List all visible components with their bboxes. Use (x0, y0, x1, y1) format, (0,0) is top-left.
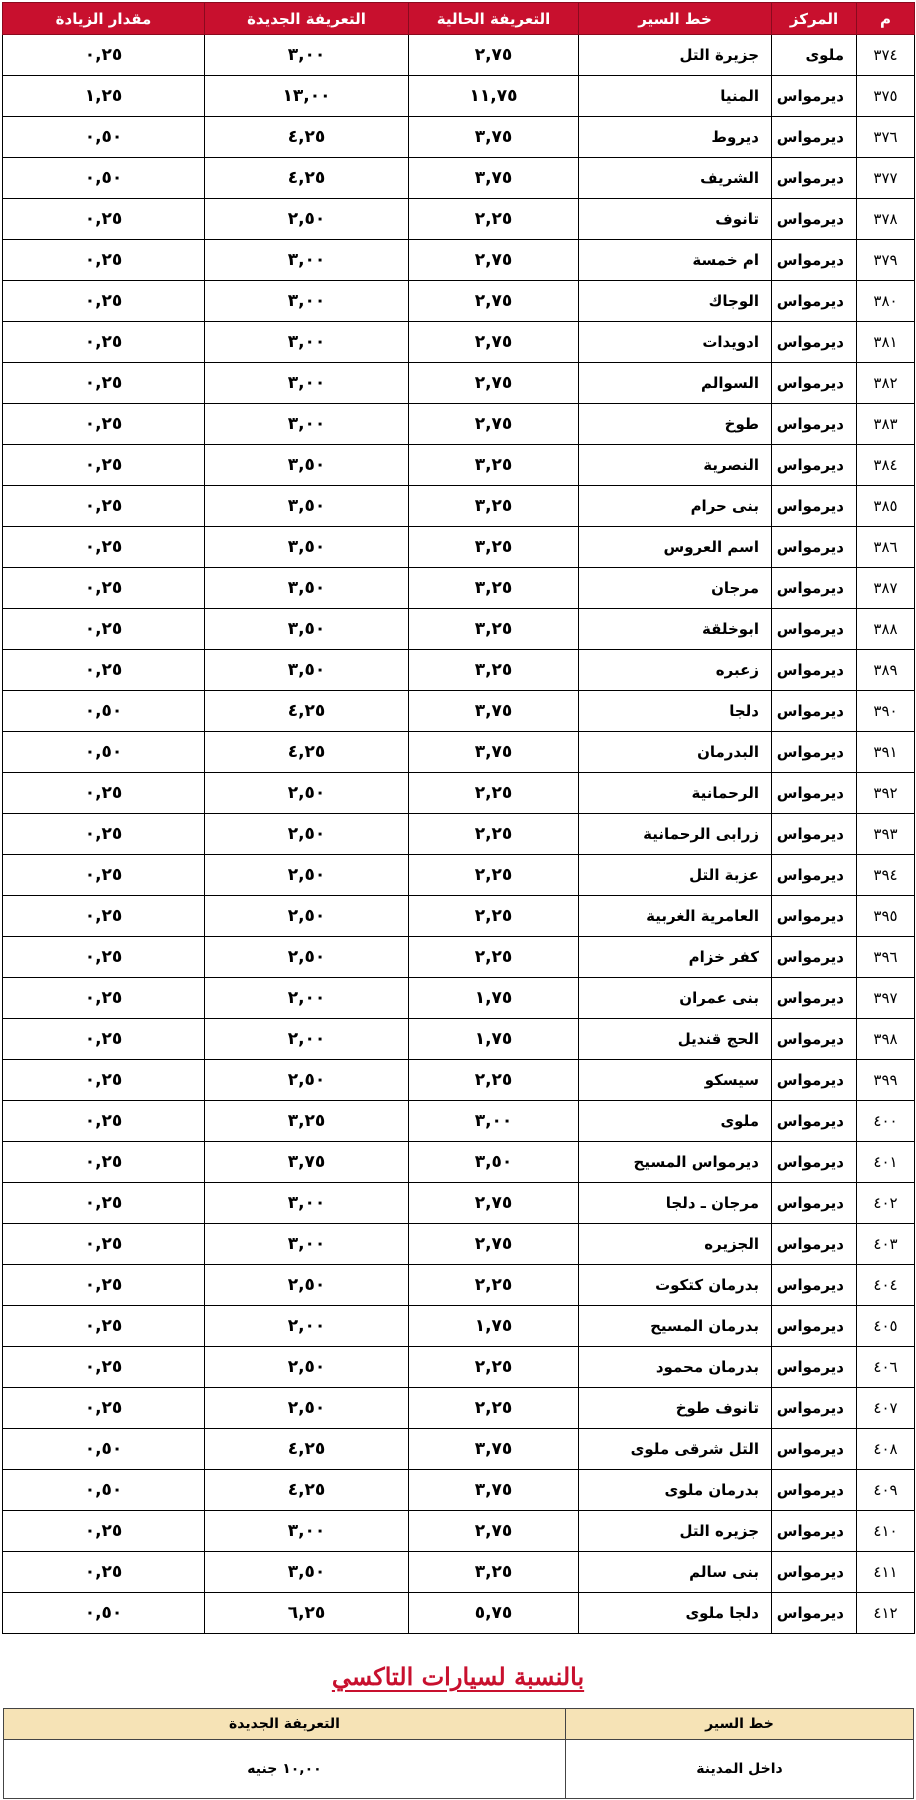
current-tariff-cell: ٢,٢٥ (409, 855, 579, 896)
new-tariff-cell: ٣,٥٠ (205, 1552, 409, 1593)
center-cell: ديرمواس (772, 1224, 857, 1265)
row-number-cell: ٤١٠ (857, 1511, 915, 1552)
new-tariff-cell: ٢,٥٠ (205, 896, 409, 937)
center-cell: ديرمواس (772, 650, 857, 691)
new-tariff-cell: ٣,٠٠ (205, 1511, 409, 1552)
table-row (3, 76, 915, 117)
increase-cell: ٠,٢٥ (3, 1306, 205, 1347)
table-row (3, 1142, 915, 1183)
new-tariff-cell: ٢,٠٠ (205, 1306, 409, 1347)
new-tariff-cell: ٢,٥٠ (205, 1060, 409, 1101)
current-tariff-cell: ٢,٢٥ (409, 773, 579, 814)
increase-cell: ٠,٢٥ (3, 281, 205, 322)
row-number-cell: ٣٩٦ (857, 937, 915, 978)
new-tariff-cell: ٣,٠٠ (205, 404, 409, 445)
current-tariff-cell: ٣,٢٥ (409, 568, 579, 609)
current-tariff-cell: ١,٧٥ (409, 1306, 579, 1347)
center-cell: ديرمواس (772, 609, 857, 650)
current-tariff-cell: ٢,٧٥ (409, 1183, 579, 1224)
new-tariff-cell: ٣,٥٠ (205, 650, 409, 691)
new-tariff-cell: ٢,٥٠ (205, 814, 409, 855)
center-cell: ديرمواس (772, 896, 857, 937)
increase-cell: ٠,٥٠ (3, 117, 205, 158)
center-cell: ديرمواس (772, 1470, 857, 1511)
route-cell: مرجان (579, 568, 772, 609)
fare-table-body (3, 35, 915, 1634)
new-tariff-cell: ٢,٠٠ (205, 1019, 409, 1060)
new-tariff-cell: ٣,٥٠ (205, 486, 409, 527)
row-number-cell: ٣٨٥ (857, 486, 915, 527)
table-row (3, 1019, 915, 1060)
current-tariff-cell: ٣,٧٥ (409, 158, 579, 199)
route-cell: عزبة التل (579, 855, 772, 896)
increase-cell: ٠,٢٥ (3, 1101, 205, 1142)
table-row (3, 281, 915, 322)
row-number-cell: ٣٨٢ (857, 363, 915, 404)
current-tariff-cell: ٢,٧٥ (409, 363, 579, 404)
increase-cell: ٠,٢٥ (3, 322, 205, 363)
center-cell: ديرمواس (772, 363, 857, 404)
increase-cell: ٠,٢٥ (3, 773, 205, 814)
center-cell: ديرمواس (772, 691, 857, 732)
route-cell: تانوف طوخ (579, 1388, 772, 1429)
new-tariff-cell: ٣,٠٠ (205, 281, 409, 322)
table-row (3, 1306, 915, 1347)
increase-cell: ٠,٢٥ (3, 1183, 205, 1224)
new-tariff-cell: ٣,٠٠ (205, 35, 409, 76)
row-number-cell: ٣٩٩ (857, 1060, 915, 1101)
row-number-cell: ٣٨٤ (857, 445, 915, 486)
increase-cell: ٠,٢٥ (3, 568, 205, 609)
route-cell: زرابى الرحمانية (579, 814, 772, 855)
row-number-cell: ٤٠٠ (857, 1101, 915, 1142)
row-number-cell: ٣٩٧ (857, 978, 915, 1019)
row-number-cell: ٣٧٧ (857, 158, 915, 199)
current-tariff-cell: ٢,٧٥ (409, 281, 579, 322)
col-header-new-tariff: التعريفة الجديدة (205, 3, 409, 35)
table-row (3, 322, 915, 363)
center-cell: ديرمواس (772, 1101, 857, 1142)
increase-cell: ٠,٢٥ (3, 1224, 205, 1265)
center-cell: ديرمواس (772, 1593, 857, 1634)
increase-cell: ٠,٥٠ (3, 732, 205, 773)
col-header-current-tariff: التعريفة الحالية (409, 3, 579, 35)
current-tariff-cell: ١١,٧٥ (409, 76, 579, 117)
row-number-cell: ٣٧٩ (857, 240, 915, 281)
table-row (3, 1593, 915, 1634)
increase-cell: ٠,٥٠ (3, 1470, 205, 1511)
increase-cell: ٠,٢٥ (3, 199, 205, 240)
row-number-cell: ٣٨٠ (857, 281, 915, 322)
new-tariff-cell: ٣,٥٠ (205, 568, 409, 609)
taxi-route-cell: داخل المدينة (566, 1740, 914, 1799)
current-tariff-cell: ٢,٧٥ (409, 322, 579, 363)
current-tariff-cell: ٣,٢٥ (409, 486, 579, 527)
increase-cell: ٠,٢٥ (3, 1142, 205, 1183)
taxi-section-heading (0, 1662, 916, 1691)
center-cell: ديرمواس (772, 855, 857, 896)
table-row (3, 486, 915, 527)
taxi-table-row (4, 1740, 914, 1799)
col-header-num: م (857, 3, 915, 35)
col-header-route: خط السير (579, 3, 772, 35)
increase-cell: ٠,٢٥ (3, 1347, 205, 1388)
current-tariff-cell: ٣,٢٥ (409, 650, 579, 691)
table-row (3, 650, 915, 691)
center-cell: ديرمواس (772, 1552, 857, 1593)
new-tariff-cell: ٤,٢٥ (205, 1429, 409, 1470)
route-cell: سيسكو (579, 1060, 772, 1101)
increase-cell: ٠,٢٥ (3, 404, 205, 445)
center-cell: ديرمواس (772, 814, 857, 855)
center-cell: ديرمواس (772, 937, 857, 978)
increase-cell: ٠,٢٥ (3, 445, 205, 486)
row-number-cell: ٣٩٣ (857, 814, 915, 855)
increase-cell: ٠,٢٥ (3, 240, 205, 281)
center-cell: ديرمواس (772, 76, 857, 117)
table-row (3, 404, 915, 445)
center-cell: ديرمواس (772, 1265, 857, 1306)
new-tariff-cell: ٣,٠٠ (205, 240, 409, 281)
current-tariff-cell: ٢,٢٥ (409, 1265, 579, 1306)
current-tariff-cell: ٢,٢٥ (409, 199, 579, 240)
route-cell: بنى حرام (579, 486, 772, 527)
route-cell: الجزيره (579, 1224, 772, 1265)
route-cell: الرحمانية (579, 773, 772, 814)
route-cell: اسم العروس (579, 527, 772, 568)
center-cell: ديرمواس (772, 199, 857, 240)
current-tariff-cell: ٢,٧٥ (409, 35, 579, 76)
route-cell: تانوف (579, 199, 772, 240)
row-number-cell: ٣٩٨ (857, 1019, 915, 1060)
route-cell: ديروط (579, 117, 772, 158)
new-tariff-cell: ٢,٥٠ (205, 1347, 409, 1388)
increase-cell: ٠,٢٥ (3, 814, 205, 855)
increase-cell: ٠,٥٠ (3, 1593, 205, 1634)
center-cell: ديرمواس (772, 158, 857, 199)
row-number-cell: ٣٧٨ (857, 199, 915, 240)
route-cell: الشريف (579, 158, 772, 199)
row-number-cell: ٣٧٤ (857, 35, 915, 76)
increase-cell: ٠,٢٥ (3, 978, 205, 1019)
row-number-cell: ٣٨٣ (857, 404, 915, 445)
center-cell: ديرمواس (772, 1060, 857, 1101)
center-cell: ديرمواس (772, 1019, 857, 1060)
taxi-heading-text: بالنسبة لسيارات التاكسي (331, 1662, 585, 1691)
table-row (3, 158, 915, 199)
route-cell: مرجان ـ دلجا (579, 1183, 772, 1224)
row-number-cell: ٣٩٠ (857, 691, 915, 732)
route-cell: ديرمواس المسيح (579, 1142, 772, 1183)
table-row (3, 1429, 915, 1470)
table-row (3, 1183, 915, 1224)
increase-cell: ٠,٢٥ (3, 650, 205, 691)
taxi-table (3, 1708, 914, 1799)
new-tariff-cell: ٣,٠٠ (205, 322, 409, 363)
table-row (3, 691, 915, 732)
route-cell: الوجاك (579, 281, 772, 322)
center-cell: ديرمواس (772, 117, 857, 158)
new-tariff-cell: ٦,٢٥ (205, 1593, 409, 1634)
new-tariff-cell: ٣,٧٥ (205, 1142, 409, 1183)
table-row (3, 199, 915, 240)
row-number-cell: ٣٨٦ (857, 527, 915, 568)
center-cell: ديرمواس (772, 445, 857, 486)
route-cell: بدرمان ملوى (579, 1470, 772, 1511)
row-number-cell: ٤٠١ (857, 1142, 915, 1183)
current-tariff-cell: ٢,٧٥ (409, 1224, 579, 1265)
row-number-cell: ٣٩٢ (857, 773, 915, 814)
table-row (3, 814, 915, 855)
new-tariff-cell: ٤,٢٥ (205, 732, 409, 773)
row-number-cell: ٣٨٧ (857, 568, 915, 609)
route-cell: طوخ (579, 404, 772, 445)
col-header-center: المركز (772, 3, 857, 35)
route-cell: ابوخلقة (579, 609, 772, 650)
fare-table-header-row (3, 3, 915, 35)
new-tariff-cell: ٣,٠٠ (205, 363, 409, 404)
center-cell: ديرمواس (772, 1429, 857, 1470)
table-row (3, 1552, 915, 1593)
center-cell: ديرمواس (772, 404, 857, 445)
center-cell: ديرمواس (772, 732, 857, 773)
current-tariff-cell: ٢,٢٥ (409, 1060, 579, 1101)
table-row (3, 445, 915, 486)
row-number-cell: ٤٠٥ (857, 1306, 915, 1347)
new-tariff-cell: ٣,٠٠ (205, 1224, 409, 1265)
table-row (3, 117, 915, 158)
route-cell: التل شرقى ملوى (579, 1429, 772, 1470)
increase-cell: ٠,٥٠ (3, 691, 205, 732)
row-number-cell: ٤٠٧ (857, 1388, 915, 1429)
current-tariff-cell: ٢,٧٥ (409, 1511, 579, 1552)
center-cell: ملوى (772, 35, 857, 76)
table-row (3, 1101, 915, 1142)
increase-cell: ٠,٢٥ (3, 1265, 205, 1306)
table-row (3, 1224, 915, 1265)
new-tariff-cell: ٢,٥٠ (205, 1388, 409, 1429)
route-cell: بدرمان كتكوت (579, 1265, 772, 1306)
table-row (3, 363, 915, 404)
center-cell: ديرمواس (772, 568, 857, 609)
center-cell: ديرمواس (772, 1306, 857, 1347)
current-tariff-cell: ٢,٧٥ (409, 240, 579, 281)
center-cell: ديرمواس (772, 527, 857, 568)
current-tariff-cell: ٢,٢٥ (409, 1347, 579, 1388)
table-row (3, 240, 915, 281)
new-tariff-cell: ٤,٢٥ (205, 117, 409, 158)
new-tariff-cell: ٣,٥٠ (205, 445, 409, 486)
table-row (3, 1347, 915, 1388)
table-row (3, 527, 915, 568)
col-header-increase: مقدار الزيادة (3, 3, 205, 35)
increase-cell: ٠,٢٥ (3, 486, 205, 527)
new-tariff-cell: ٤,٢٥ (205, 691, 409, 732)
table-row (3, 1388, 915, 1429)
row-number-cell: ٣٨٨ (857, 609, 915, 650)
center-cell: ديرمواس (772, 322, 857, 363)
increase-cell: ٠,٢٥ (3, 609, 205, 650)
route-cell: ادويدات (579, 322, 772, 363)
new-tariff-cell: ٢,٥٠ (205, 773, 409, 814)
new-tariff-cell: ٤,٢٥ (205, 158, 409, 199)
table-row (3, 568, 915, 609)
table-row (3, 978, 915, 1019)
center-cell: ديرمواس (772, 1347, 857, 1388)
increase-cell: ١,٢٥ (3, 76, 205, 117)
route-cell: بدرمان محمود (579, 1347, 772, 1388)
row-number-cell: ٤٠٣ (857, 1224, 915, 1265)
route-cell: دلجا ملوى (579, 1593, 772, 1634)
current-tariff-cell: ٣,٠٠ (409, 1101, 579, 1142)
route-cell: العامرية الغربية (579, 896, 772, 937)
new-tariff-cell: ٢,٠٠ (205, 978, 409, 1019)
center-cell: ديرمواس (772, 1183, 857, 1224)
increase-cell: ٠,٢٥ (3, 363, 205, 404)
current-tariff-cell: ٢,٢٥ (409, 896, 579, 937)
table-row (3, 1511, 915, 1552)
current-tariff-cell: ٣,٢٥ (409, 609, 579, 650)
current-tariff-cell: ٢,٧٥ (409, 404, 579, 445)
table-row (3, 855, 915, 896)
current-tariff-cell: ٣,٧٥ (409, 1429, 579, 1470)
new-tariff-cell: ٤,٢٥ (205, 1470, 409, 1511)
center-cell: ديرمواس (772, 1511, 857, 1552)
row-number-cell: ٣٧٥ (857, 76, 915, 117)
table-row (3, 1265, 915, 1306)
table-row (3, 609, 915, 650)
new-tariff-cell: ٣,٥٠ (205, 527, 409, 568)
increase-cell: ٠,٢٥ (3, 1552, 205, 1593)
increase-cell: ٠,٥٠ (3, 158, 205, 199)
table-row (3, 896, 915, 937)
row-number-cell: ٣٩٤ (857, 855, 915, 896)
table-row (3, 1470, 915, 1511)
taxi-col-header-route: خط السير (566, 1709, 914, 1740)
center-cell: ديرمواس (772, 773, 857, 814)
route-cell: النصرية (579, 445, 772, 486)
current-tariff-cell: ٥,٧٥ (409, 1593, 579, 1634)
route-cell: بنى سالم (579, 1552, 772, 1593)
row-number-cell: ٣٩١ (857, 732, 915, 773)
current-tariff-cell: ٣,٧٥ (409, 117, 579, 158)
row-number-cell: ٣٨١ (857, 322, 915, 363)
route-cell: السوالم (579, 363, 772, 404)
row-number-cell: ٣٩٥ (857, 896, 915, 937)
route-cell: المنيا (579, 76, 772, 117)
route-cell: ملوى (579, 1101, 772, 1142)
new-tariff-cell: ٣,٥٠ (205, 609, 409, 650)
increase-cell: ٠,٢٥ (3, 937, 205, 978)
route-cell: ام خمسة (579, 240, 772, 281)
increase-cell: ٠,٢٥ (3, 855, 205, 896)
row-number-cell: ٤٠٩ (857, 1470, 915, 1511)
increase-cell: ٠,٢٥ (3, 527, 205, 568)
route-cell: الحج قنديل (579, 1019, 772, 1060)
route-cell: كفر خزام (579, 937, 772, 978)
current-tariff-cell: ١,٧٥ (409, 978, 579, 1019)
new-tariff-cell: ١٣,٠٠ (205, 76, 409, 117)
center-cell: ديرمواس (772, 978, 857, 1019)
taxi-new-tariff-cell: ١٠,٠٠ جنيه (4, 1740, 566, 1799)
row-number-cell: ٤١٢ (857, 1593, 915, 1634)
current-tariff-cell: ٣,٧٥ (409, 691, 579, 732)
current-tariff-cell: ٣,٧٥ (409, 1470, 579, 1511)
row-number-cell: ٤٠٨ (857, 1429, 915, 1470)
route-cell: بدرمان المسيح (579, 1306, 772, 1347)
current-tariff-cell: ٣,٥٠ (409, 1142, 579, 1183)
route-cell: دلجا (579, 691, 772, 732)
increase-cell: ٠,٢٥ (3, 1019, 205, 1060)
route-cell: البدرمان (579, 732, 772, 773)
table-row (3, 773, 915, 814)
row-number-cell: ٣٧٦ (857, 117, 915, 158)
increase-cell: ٠,٥٠ (3, 1429, 205, 1470)
current-tariff-cell: ٢,٢٥ (409, 937, 579, 978)
taxi-table-header-row (4, 1709, 914, 1740)
current-tariff-cell: ١,٧٥ (409, 1019, 579, 1060)
route-cell: بنى عمران (579, 978, 772, 1019)
route-cell: جزيرة التل (579, 35, 772, 76)
new-tariff-cell: ٢,٥٠ (205, 199, 409, 240)
route-cell: جزيره التل (579, 1511, 772, 1552)
center-cell: ديرمواس (772, 486, 857, 527)
taxi-col-header-new-tariff: التعريفة الجديدة (4, 1709, 566, 1740)
table-row (3, 1060, 915, 1101)
table-row (3, 732, 915, 773)
row-number-cell: ٤٠٤ (857, 1265, 915, 1306)
current-tariff-cell: ٣,٢٥ (409, 445, 579, 486)
center-cell: ديرمواس (772, 240, 857, 281)
route-cell: زعبره (579, 650, 772, 691)
center-cell: ديرمواس (772, 1388, 857, 1429)
increase-cell: ٠,٢٥ (3, 1511, 205, 1552)
table-row (3, 937, 915, 978)
current-tariff-cell: ٣,٢٥ (409, 1552, 579, 1593)
current-tariff-cell: ٢,٢٥ (409, 1388, 579, 1429)
increase-cell: ٠,٢٥ (3, 1060, 205, 1101)
increase-cell: ٠,٢٥ (3, 896, 205, 937)
current-tariff-cell: ٣,٢٥ (409, 527, 579, 568)
new-tariff-cell: ٢,٥٠ (205, 937, 409, 978)
fare-table (2, 2, 915, 1634)
new-tariff-cell: ٢,٥٠ (205, 1265, 409, 1306)
new-tariff-cell: ٢,٥٠ (205, 855, 409, 896)
row-number-cell: ٣٨٩ (857, 650, 915, 691)
increase-cell: ٠,٢٥ (3, 35, 205, 76)
table-row (3, 35, 915, 76)
new-tariff-cell: ٣,٢٥ (205, 1101, 409, 1142)
new-tariff-cell: ٣,٠٠ (205, 1183, 409, 1224)
current-tariff-cell: ٢,٢٥ (409, 814, 579, 855)
row-number-cell: ٤٠٦ (857, 1347, 915, 1388)
current-tariff-cell: ٣,٧٥ (409, 732, 579, 773)
row-number-cell: ٤٠٢ (857, 1183, 915, 1224)
center-cell: ديرمواس (772, 281, 857, 322)
center-cell: ديرمواس (772, 1142, 857, 1183)
row-number-cell: ٤١١ (857, 1552, 915, 1593)
increase-cell: ٠,٢٥ (3, 1388, 205, 1429)
